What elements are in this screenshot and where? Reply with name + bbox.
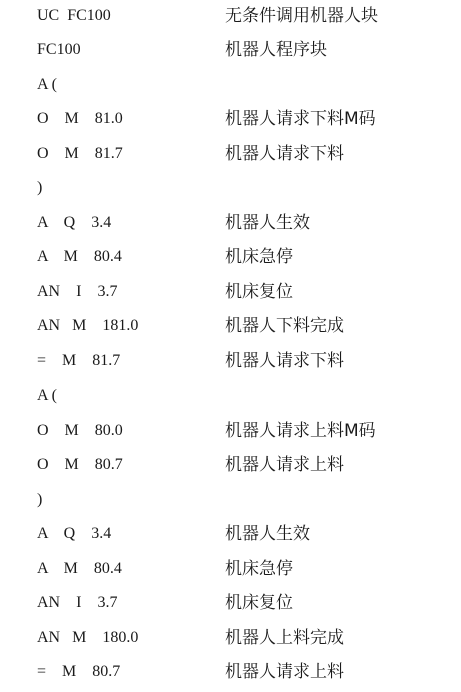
instruction: A Q 3.4 [37, 214, 112, 231]
instruction: = M 81.7 [37, 352, 121, 369]
code-line [0, 623, 461, 653]
comment: 机器人请求下料 [225, 351, 344, 371]
instruction: A ( [37, 387, 57, 404]
instruction: ) [37, 491, 43, 508]
comment: 机床复位 [225, 282, 293, 302]
code-line [0, 139, 461, 169]
code-line [0, 346, 461, 376]
comment: 机器人上料完成 [225, 628, 344, 648]
code-line [0, 173, 461, 203]
code-line [0, 208, 461, 238]
comment: 机器人请求上料M码 [225, 421, 376, 441]
comment: 机器人程序块 [225, 40, 327, 60]
comment: 机器人请求下料 [225, 144, 344, 164]
code-line [0, 104, 461, 134]
comment: 机器人下料完成 [225, 316, 344, 336]
code-line [0, 554, 461, 584]
code-line [0, 277, 461, 307]
instruction: AN I 3.7 [37, 594, 118, 611]
comment: 机器人请求上料 [225, 455, 344, 475]
instruction: A M 80.4 [37, 248, 122, 265]
comment: 无条件调用机器人块 [225, 6, 378, 26]
comment: 机器人请求上料 [225, 662, 344, 682]
instruction: O M 81.0 [37, 110, 123, 127]
code-line [0, 485, 461, 515]
code-line [0, 1, 461, 31]
comment: 机器人生效 [225, 524, 310, 544]
instruction: A ( [37, 76, 57, 93]
code-line [0, 519, 461, 549]
instruction: ) [37, 179, 43, 196]
code-line [0, 657, 461, 687]
instruction: A Q 3.4 [37, 525, 112, 542]
code-line [0, 450, 461, 480]
instruction: = M 80.7 [37, 663, 121, 680]
code-line [0, 242, 461, 272]
comment: 机床急停 [225, 247, 293, 267]
comment: 机床复位 [225, 593, 293, 613]
instruction: UC FC100 [37, 7, 111, 24]
code-line [0, 416, 461, 446]
code-line [0, 311, 461, 341]
instruction: O M 80.7 [37, 456, 123, 473]
instruction: AN M 181.0 [37, 317, 139, 334]
instruction: FC100 [37, 41, 81, 58]
instruction: AN I 3.7 [37, 283, 118, 300]
code-line [0, 35, 461, 65]
code-line [0, 381, 461, 411]
instruction: O M 81.7 [37, 145, 123, 162]
comment: 机床急停 [225, 559, 293, 579]
instruction: AN M 180.0 [37, 629, 139, 646]
code-line [0, 70, 461, 100]
comment: 机器人请求下料M码 [225, 109, 376, 129]
comment: 机器人生效 [225, 213, 310, 233]
instruction: O M 80.0 [37, 422, 123, 439]
instruction: A M 80.4 [37, 560, 122, 577]
code-line [0, 588, 461, 618]
